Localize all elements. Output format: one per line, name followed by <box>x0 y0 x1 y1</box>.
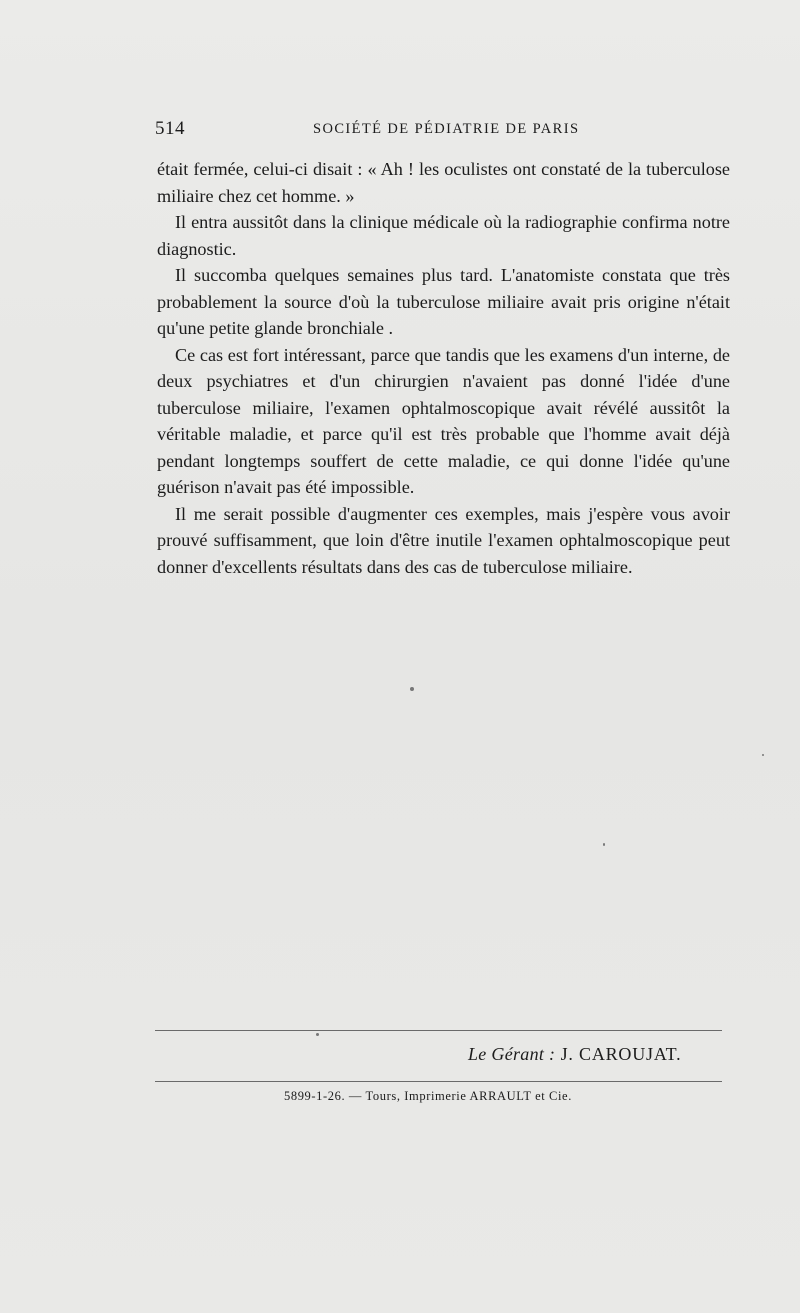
running-head <box>155 118 730 142</box>
footer-rule-top <box>155 1030 722 1031</box>
journal-title: SOCIÉTÉ DE PÉDIATRIE DE PARIS <box>313 121 580 137</box>
gerant-line <box>468 1044 681 1065</box>
paper-speck <box>762 754 764 756</box>
paper-speck <box>410 687 414 691</box>
paragraph-5: Il me serait possible d'augmenter ces exemples, mais j'espère vous avoir prouvé suffisamment, que loin d'être inutile l'examen ophtalmoscopique peut donner d'excellents résultats dans des cas de tuberculose miliaire. <box>157 503 730 577</box>
paragraph-4: Ce cas est fort intéressant, parce que tandis que les examens d'un interne, de deux psychiatres et d'un chirurgien n'avaient pas donné l'idée d'une tuberculose miliaire, l'examen ophtalmoscopique avait révélé aussitôt la véritable maladie, et parce qu'il est très probable que l'homme avait déjà pendant longtemps souffert de cette maladie, ce qui donne l'idée qu'une guérison n'avait pas été impossible. <box>157 344 730 497</box>
paragraph-2: Il entra aussitôt dans la clinique médicale où la radiographie confirma notre diagnostic. <box>157 212 730 259</box>
printer-imprint: 5899-1-26. — Tours, Imprimerie ARRAULT et Cie. <box>284 1089 572 1103</box>
paragraph-1: était fermée, celui-ci disait : « Ah ! les oculistes ont constaté de la tuberculose miliaire chez cet homme. » <box>157 159 730 206</box>
paper-speck <box>316 1033 319 1036</box>
paragraph-3: Il succomba quelques semaines plus tard. L'anatomiste constata que très probablement la source d'où la tuberculose miliaire avait pris origine n'était qu'une petite glande bronchiale . <box>157 265 730 338</box>
gerant-name: J. CAROUJAT. <box>560 1044 682 1064</box>
footer-rule-bottom <box>155 1081 722 1082</box>
gerant-label: Le Gérant : <box>468 1044 556 1064</box>
page-number: 514 <box>155 118 185 139</box>
paper-speck <box>603 843 605 846</box>
body-text <box>157 156 730 580</box>
